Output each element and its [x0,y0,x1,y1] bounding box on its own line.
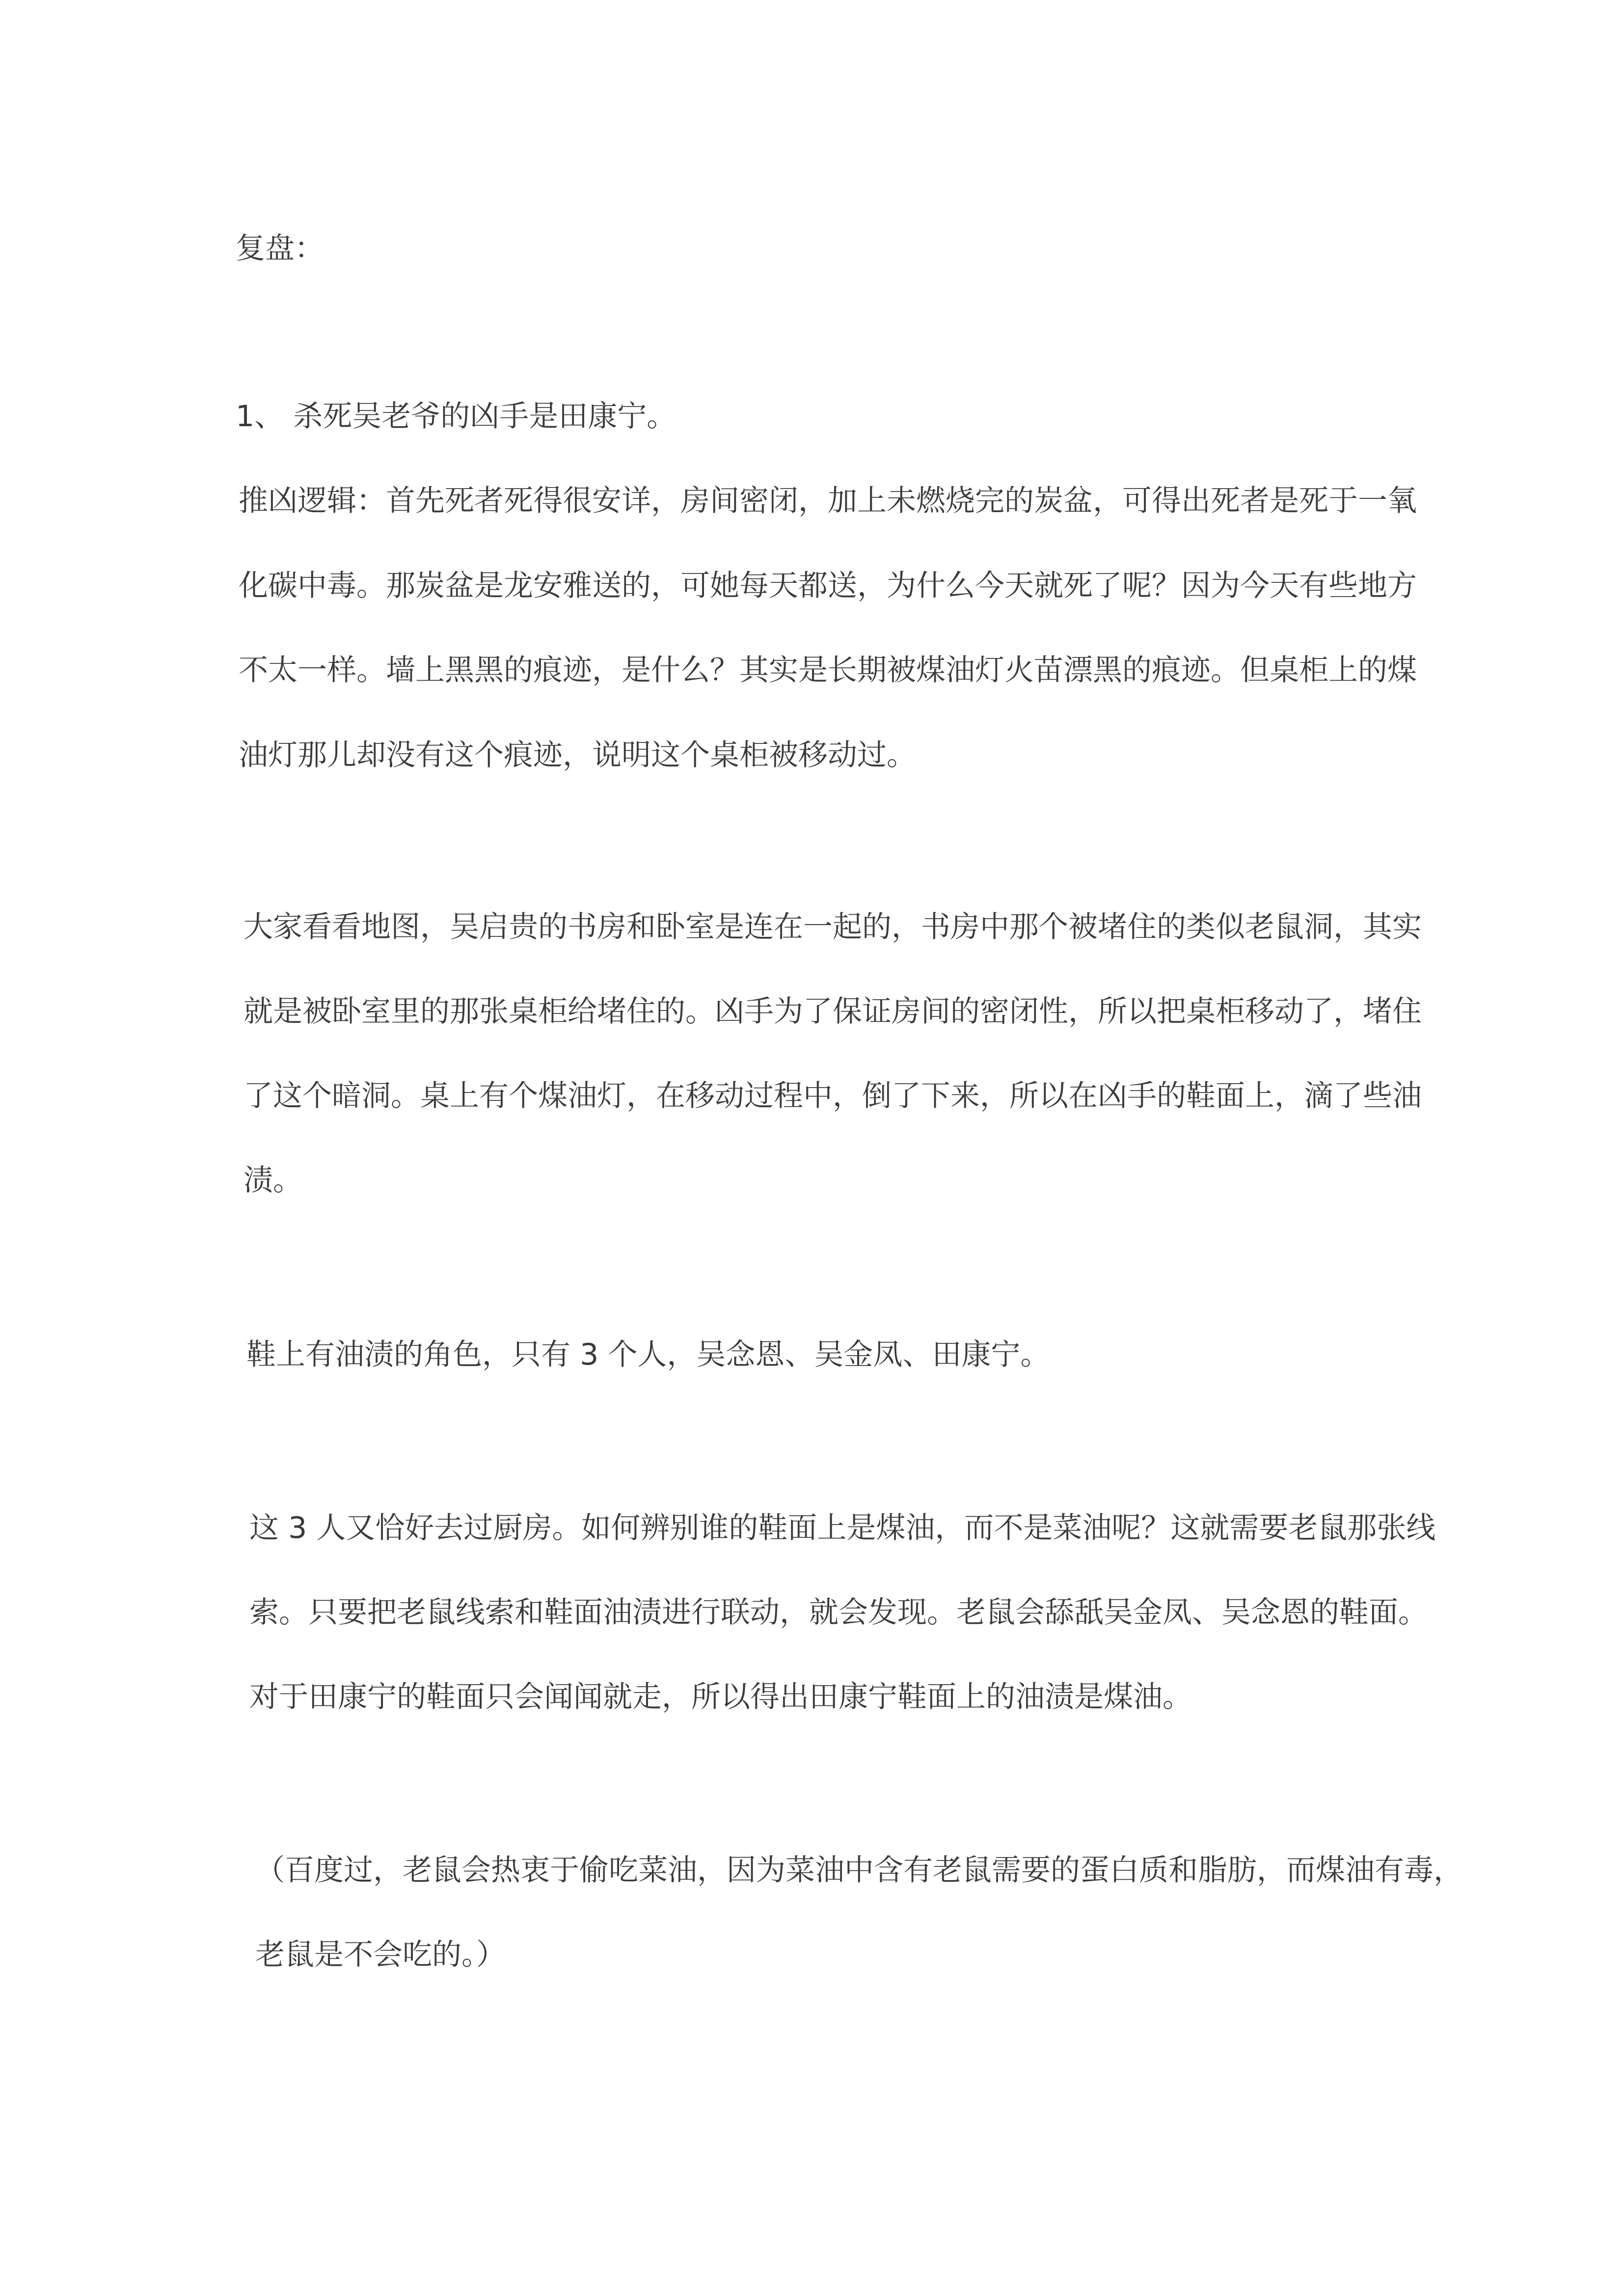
paragraph-line: 就是被卧室里的那张桌柜给堵住的。凶手为了保证房间的密闭性，所以把桌柜移动了，堵住 [243,994,1422,1029]
paragraph-line: 化碳中毒。那炭盆是龙安雅送的，可她每天都送，为什么今天就死了呢？因为今天有些地方 [239,569,1417,603]
paragraph-line: 油灯那儿却没有这个痕迹，说明这个桌柜被移动过。 [239,738,916,772]
paragraph-line: 老鼠是不会吃的。） [255,1938,506,1972]
paragraph-line: 对于田康宁的鞋面只会闻闻就走，所以得出田康宁鞋面上的油渍是煤油。 [249,1680,1192,1714]
paragraph-line: 了这个暗洞。桌上有个煤油灯，在移动过程中，倒了下来，所以在凶手的鞋面上，滴了些油 [243,1079,1422,1113]
paragraph-line: 这 3 人又恰好去过厨房。如何辨别谁的鞋面上是煤油，而不是菜油呢？这就需要老鼠那张线 [249,1511,1436,1545]
paragraph-line: （百度过，老鼠会热衷于偷吃菜油，因为菜油中含有老鼠需要的蛋白质和脂肪，而煤油有毒， [255,1853,1463,1887]
paragraph-line: 渍。 [243,1163,302,1198]
page-heading: 复盘： [236,231,324,266]
paragraph-line: 不太一样。墙上黑黑的痕迹，是什么？其实是长期被煤油灯火苗漂黑的痕迹。但桌柜上的煤 [239,653,1417,687]
section-title: 1、 杀死吴老爷的凶手是田康宁。 [236,399,676,434]
paragraph-line: 大家看看地图，吴启贵的书房和卧室是连在一起的，书房中那个被堵住的类似老鼠洞，其实 [243,910,1422,944]
paragraph-line: 推凶逻辑：首先死者死得很安详，房间密闭，加上未燃烧完的炭盆，可得出死者是死于一氧 [239,484,1417,518]
paragraph-line: 鞋上有油渍的角色，只有 3 个人，吴念恩、吴金凤、田康宁。 [246,1338,1050,1372]
paragraph-line: 索。只要把老鼠线索和鞋面油渍进行联动，就会发现。老鼠会舔舐吴金凤、吴念恩的鞋面。 [249,1595,1428,1630]
